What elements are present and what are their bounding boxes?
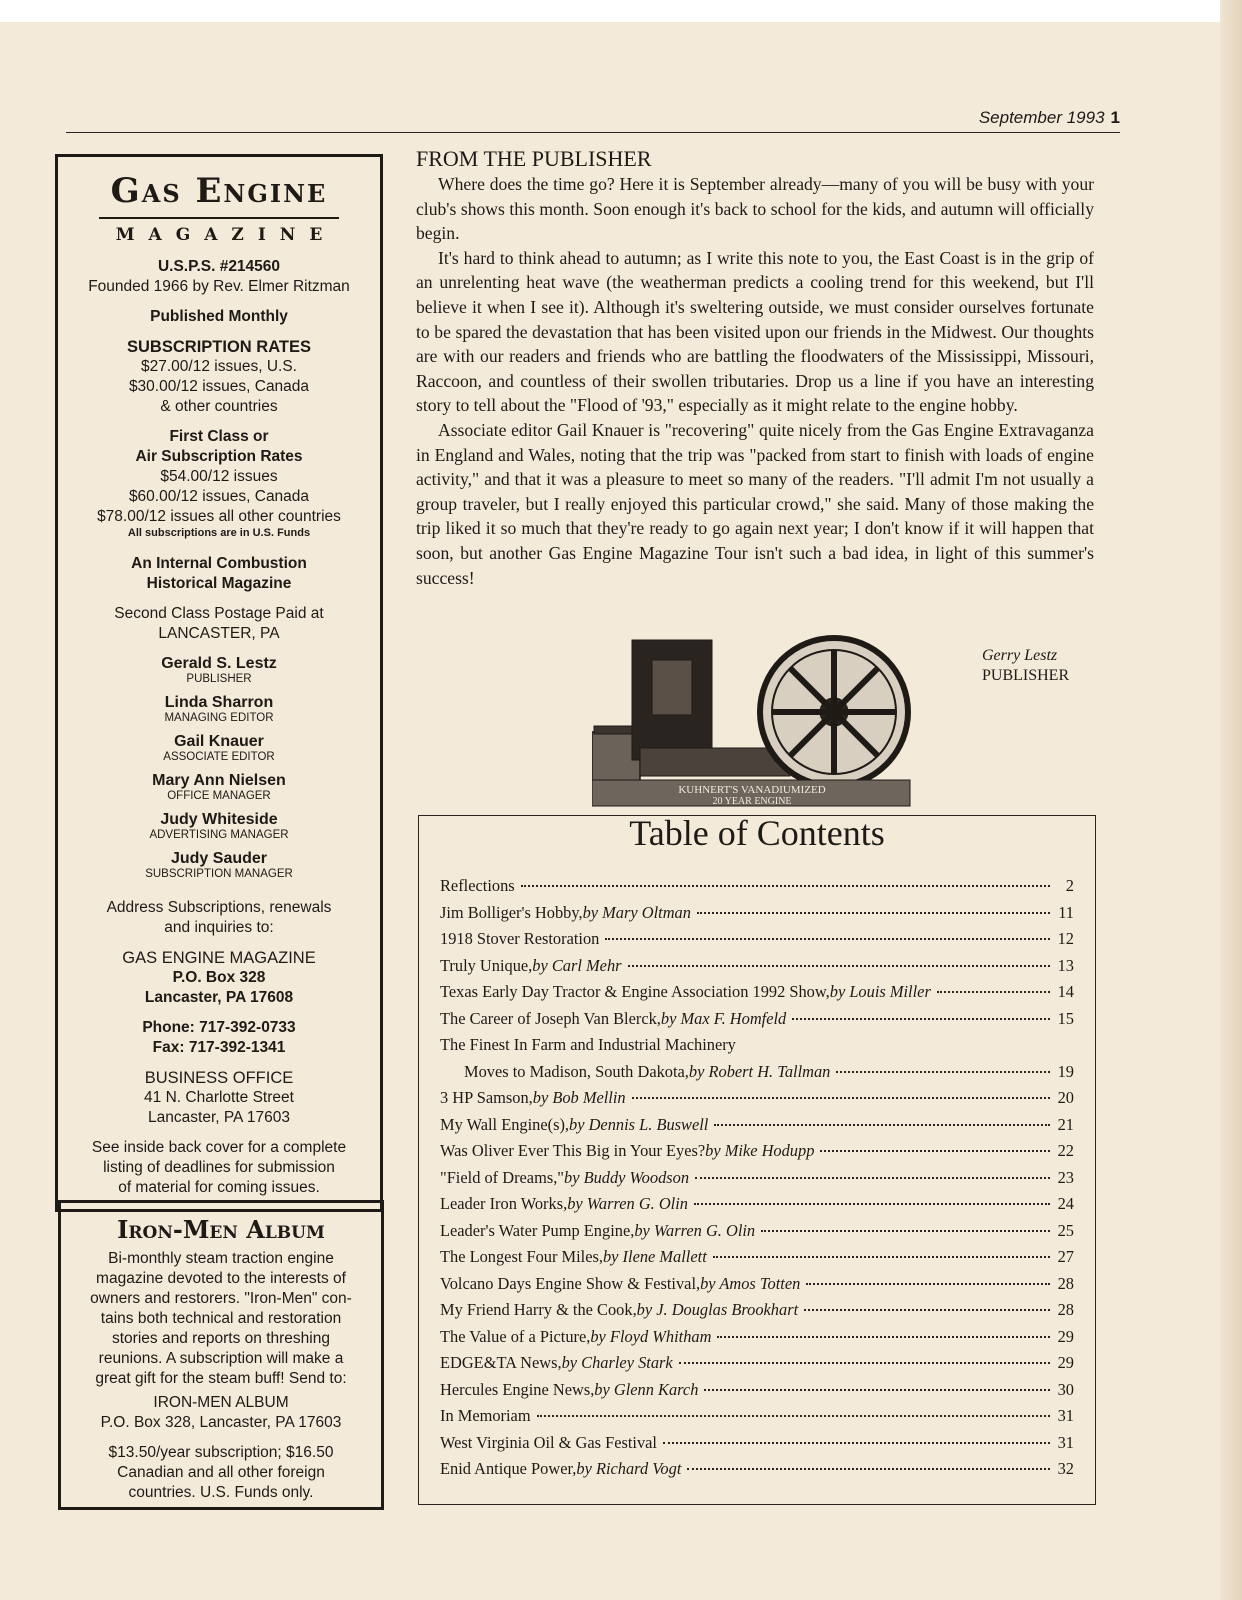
masthead-box	[55, 154, 383, 1212]
toc-entry-page: 14	[1057, 982, 1074, 1001]
toc-entry	[440, 1088, 1074, 1115]
toc-entry-page: 24	[1057, 1194, 1074, 1213]
publisher-letter	[416, 172, 1094, 590]
toc-entry	[440, 956, 1074, 983]
toc-entry	[440, 1353, 1074, 1380]
usps-number: U.S.P.S. #214560	[157, 258, 281, 275]
founded-line: Founded 1966 by Rev. Elmer Ritzman	[88, 278, 350, 295]
toc-entry-author: by Charley Stark	[561, 1353, 673, 1372]
address-po-box: P.O. Box 328	[172, 969, 266, 986]
toc-entry	[440, 1115, 1074, 1142]
staff-name: Gerald S. Lestz	[161, 655, 277, 672]
toc-entry	[440, 1300, 1074, 1327]
header-rule	[66, 132, 1120, 133]
staff-role: ADVERTISING MANAGER	[149, 829, 289, 841]
page-top-edge	[0, 0, 1242, 22]
signature-name: Gerry Lestz	[982, 647, 1058, 664]
iron-men-price: countries. U.S. Funds only.	[128, 1484, 314, 1501]
toc-entry-author: by Louis Miller	[829, 982, 931, 1001]
staff-role: ASSOCIATE EDITOR	[163, 751, 275, 763]
toc-entry-page: 20	[1057, 1088, 1074, 1107]
toc-entry-title: Enid Antique Power,	[440, 1459, 577, 1478]
toc-entry-author: by Warren G. Olin	[567, 1194, 688, 1213]
address-intro-2: and inquiries to:	[164, 919, 274, 936]
address-city: Lancaster, PA 17608	[144, 989, 294, 1006]
rate-other: & other countries	[160, 398, 278, 415]
toc-entry	[440, 1062, 1074, 1089]
toc-entry-page: 31	[1057, 1432, 1074, 1452]
toc-entry-page: 21	[1057, 1114, 1074, 1134]
toc-entry-page: 2	[1065, 876, 1074, 895]
iron-men-text: magazine devoted to the interests of	[96, 1270, 346, 1287]
iron-men-album-box	[58, 1200, 384, 1510]
staff-name: Mary Ann Nielsen	[152, 772, 286, 789]
toc-entry-author: by Mike Hodupp	[705, 1141, 815, 1160]
toc-entry-page: 22	[1057, 1141, 1074, 1160]
toc-entry-page: 25	[1057, 1220, 1074, 1240]
address-name: GAS ENGINE MAGAZINE	[122, 949, 316, 967]
toc-entry-author: by Ilene Mallett	[602, 1247, 707, 1266]
page-right-shadow	[1220, 0, 1242, 1600]
air-rate-us: $54.00/12 issues	[160, 468, 278, 485]
business-office-heading: BUSINESS OFFICE	[144, 1069, 294, 1087]
subscription-rates-heading: SUBSCRIPTION RATES	[127, 338, 311, 356]
staff-role: OFFICE MANAGER	[167, 790, 271, 802]
toc-entry-author: by Dennis L. Buswell	[569, 1114, 709, 1134]
address-intro-1: Address Subscriptions, renewals	[106, 899, 332, 916]
toc-entry-author: by Buddy Woodson	[564, 1167, 690, 1187]
staff-name: Judy Sauder	[170, 850, 268, 867]
toc-entry-title: The Finest In Farm and Industrial Machinery	[440, 1035, 736, 1054]
toc-entry-author: by Robert H. Tallman	[688, 1061, 831, 1081]
toc-entry-author: by Mary Oltman	[582, 902, 691, 922]
toc-entry-author: by Warren G. Olin	[634, 1220, 756, 1240]
toc-entry-page: 29	[1057, 1353, 1074, 1372]
toc-entry-title: "Field of Dreams,"	[440, 1167, 564, 1187]
signature-title: PUBLISHER	[982, 667, 1070, 684]
toc-entry-title: Hercules Engine News,	[440, 1379, 595, 1399]
published-frequency: Published Monthly	[150, 308, 288, 325]
toc-entry-title: Texas Early Day Tractor & Engine Association 1992 Show,	[440, 982, 830, 1001]
office-street: 41 N. Charlotte Street	[144, 1089, 294, 1106]
toc-entry	[440, 982, 1074, 1009]
toc-entry	[440, 1327, 1074, 1354]
toc-entry-page: 28	[1057, 1273, 1074, 1293]
toc-entry-title: Jim Bolliger's Hobby,	[440, 902, 583, 922]
toc-entry-title: Leader's Water Pump Engine,	[440, 1220, 635, 1240]
toc-entry-page: 15	[1057, 1008, 1074, 1028]
header-date: September 1993	[978, 108, 1105, 127]
toc-entry	[440, 1221, 1074, 1248]
toc-entry-page: 31	[1057, 1406, 1074, 1425]
toc-entry	[440, 1035, 1074, 1062]
toc-entry-author: by Glenn Karch	[594, 1379, 699, 1399]
toc-title: Table of Contents	[629, 813, 885, 853]
toc-entry-author: by Richard Vogt	[576, 1459, 682, 1478]
toc-entry-title: Moves to Madison, South Dakota,	[464, 1061, 689, 1081]
toc-entry-title: Volcano Days Engine Show & Festival,	[440, 1273, 701, 1293]
funds-note: All subscriptions are in U.S. Funds	[127, 527, 311, 539]
toc-entry-title: Truly Unique,	[440, 955, 533, 975]
toc-entry	[440, 903, 1074, 930]
logo-rule	[99, 217, 339, 219]
deadline-note-1: See inside back cover for a complete	[91, 1139, 347, 1156]
publisher-paragraph: It's hard to think ahead to autumn; as I write this note to you, the East Coast is in the grip of an unrelenting heat wave (the weatherman predicts a cooling trend for this weekend, but I'll believe it when I see it). Although it's sweltering outside, we must consider ourselves fortunate to be spared the devastation that has been visited upon our friends in the Midwest. Our thoughts are with our readers and friends who are battling the floodwaters of the Mississippi, Missouri, Raccoon, and countless of their swollen tributaries. Drop us a line if you have an interesting story to tell about the "Flood of '93," especially as it might relate to the engine hobby.	[416, 247, 1094, 416]
tagline-line-2: Historical Magazine	[146, 575, 292, 592]
toc-entry-title: The Career of Joseph Van Blerck,	[440, 1008, 661, 1028]
toc-entry	[440, 876, 1074, 903]
toc-entry-page: 32	[1057, 1459, 1074, 1478]
staff-role: PUBLISHER	[186, 673, 252, 685]
toc-entry	[440, 1433, 1074, 1460]
phone-number: Phone: 717-392-0733	[142, 1019, 296, 1036]
toc-entry-title: 3 HP Samson,	[440, 1088, 533, 1107]
deadline-note-2: listing of deadlines for submission	[103, 1159, 335, 1176]
toc-entry-author: by Max F. Homfeld	[660, 1008, 787, 1028]
iron-men-text: tains both technical and restoration	[100, 1310, 342, 1327]
engine-label-line-1: KUHNERT'S VANADIUMIZED	[678, 784, 826, 796]
iron-men-address: IRON-MEN ALBUM	[153, 1394, 289, 1411]
publisher-paragraph: Associate editor Gail Knauer is "recovering" quite nicely from the Gas Engine Extravaganza in England and Wales, noting that the trip was "packed from start to finish with loads of engine activity," and that it was a pleasure to meet so many of the readers. "I'll admit I'm not usually a group traveler, but I really enjoyed this particular crowd," she said. Many of those making the trip liked it so much that they're ready to go again next year; I don't know if it will happen that soon, but another Gas Engine Magazine Tour isn't such a bad idea, in light of this summer's success!	[416, 419, 1094, 588]
toc-entry-title: West Virginia Oil & Gas Festival	[440, 1432, 657, 1452]
toc-entry	[440, 1380, 1074, 1407]
toc-entry	[440, 1459, 1074, 1486]
toc-entry-title: Was Oliver Ever This Big in Your Eyes?	[440, 1141, 706, 1160]
iron-men-price: Canadian and all other foreign	[117, 1464, 325, 1481]
toc-entry-page: 23	[1057, 1167, 1074, 1187]
toc-entry	[440, 929, 1074, 956]
toc-entry-author: by Floyd Whitham	[590, 1326, 712, 1346]
iron-men-text: Bi-monthly steam traction engine	[108, 1250, 334, 1267]
first-class-heading: First Class or	[169, 428, 269, 445]
iron-men-address: P.O. Box 328, Lancaster, PA 17603	[100, 1414, 342, 1431]
toc-entry-title: The Value of a Picture,	[440, 1326, 591, 1346]
toc-entry-author: by Amos Totten	[700, 1273, 801, 1293]
engine-illustration	[592, 630, 912, 808]
toc-entry-page: 12	[1057, 929, 1074, 948]
postage-line-1: Second Class Postage Paid at	[114, 605, 324, 622]
toc-entry-author: by Carl Mehr	[532, 955, 622, 975]
staff-name: Judy Whiteside	[160, 811, 278, 828]
rate-canada: $30.00/12 issues, Canada	[128, 378, 310, 395]
toc-entry-page: 11	[1058, 902, 1074, 922]
toc-entry	[440, 1194, 1074, 1221]
toc-entry-page: 27	[1057, 1247, 1074, 1266]
magazine-logo: Gas Engine	[110, 171, 328, 211]
magazine-logo-subtitle: MAGAZINE	[115, 225, 337, 245]
toc-entry-page: 19	[1057, 1061, 1074, 1081]
air-rate-canada: $60.00/12 issues, Canada	[128, 488, 310, 505]
staff-role: MANAGING EDITOR	[164, 712, 274, 724]
toc-entry-title: EDGE&TA News,	[440, 1353, 562, 1372]
toc-entry-author: by J. Douglas Brookhart	[636, 1300, 799, 1319]
tagline-line-1: An Internal Combustion	[131, 555, 307, 572]
publisher-signature	[982, 646, 1069, 686]
iron-men-text: reunions. A subscription will make a	[98, 1350, 344, 1367]
toc-entry	[440, 1168, 1074, 1195]
toc-entry-title: Reflections	[440, 876, 515, 895]
toc-entry-page: 30	[1057, 1379, 1074, 1399]
toc-entry-author: by Bob Mellin	[532, 1088, 626, 1107]
toc-entry	[440, 1406, 1074, 1433]
air-rates-heading: Air Subscription Rates	[135, 448, 303, 465]
iron-men-text: owners and restorers. "Iron-Men" con-	[90, 1290, 352, 1307]
rate-us: $27.00/12 issues, U.S.	[141, 358, 297, 375]
publisher-paragraph: Where does the time go? Here it is September already—many of you will be busy with your club's shows this month. Soon enough it's back to school for the kids, and autumn will officially begin.	[416, 174, 1094, 244]
iron-men-price: $13.50/year subscription; $16.50	[108, 1444, 334, 1461]
toc-entry-title: My Wall Engine(s),	[440, 1114, 570, 1134]
toc-entry	[440, 1141, 1074, 1168]
staff-name: Gail Knauer	[174, 733, 264, 750]
page-number: 1	[1110, 108, 1120, 127]
staff-name: Linda Sharron	[164, 694, 274, 711]
iron-men-text: stories and reports on threshing	[112, 1330, 330, 1347]
toc-entry	[440, 1274, 1074, 1301]
engine-label-line-2: 20 YEAR ENGINE	[712, 796, 792, 807]
iron-men-title: Iron-Men Album	[117, 1215, 325, 1244]
postage-line-2: LANCASTER, PA	[158, 625, 280, 642]
running-header	[979, 108, 1120, 128]
toc-entry-title: 1918 Stover Restoration	[440, 929, 600, 948]
toc-entry-title: In Memoriam	[440, 1406, 531, 1425]
staff-role: SUBSCRIPTION MANAGER	[145, 868, 293, 880]
toc-entry	[440, 1009, 1074, 1036]
toc-entry-page: 28	[1057, 1300, 1074, 1319]
toc-entry-title: The Longest Four Miles,	[440, 1247, 603, 1266]
iron-men-text: great gift for the steam buff! Send to:	[95, 1370, 347, 1387]
toc-list	[440, 876, 1074, 1486]
toc-entry-title: Leader Iron Works,	[440, 1194, 568, 1213]
toc-entry-title: My Friend Harry & the Cook,	[440, 1300, 637, 1319]
toc-entry	[440, 1247, 1074, 1274]
deadline-note-3: of material for coming issues.	[118, 1179, 320, 1196]
office-city: Lancaster, PA 17603	[148, 1109, 290, 1126]
publisher-heading: FROM THE PUBLISHER	[416, 146, 652, 171]
air-rate-other: $78.00/12 issues all other countries	[97, 508, 341, 525]
toc-entry-page: 29	[1057, 1326, 1074, 1346]
staff-list	[66, 654, 372, 881]
toc-entry-page: 13	[1057, 955, 1074, 975]
fax-number: Fax: 717-392-1341	[152, 1039, 286, 1056]
